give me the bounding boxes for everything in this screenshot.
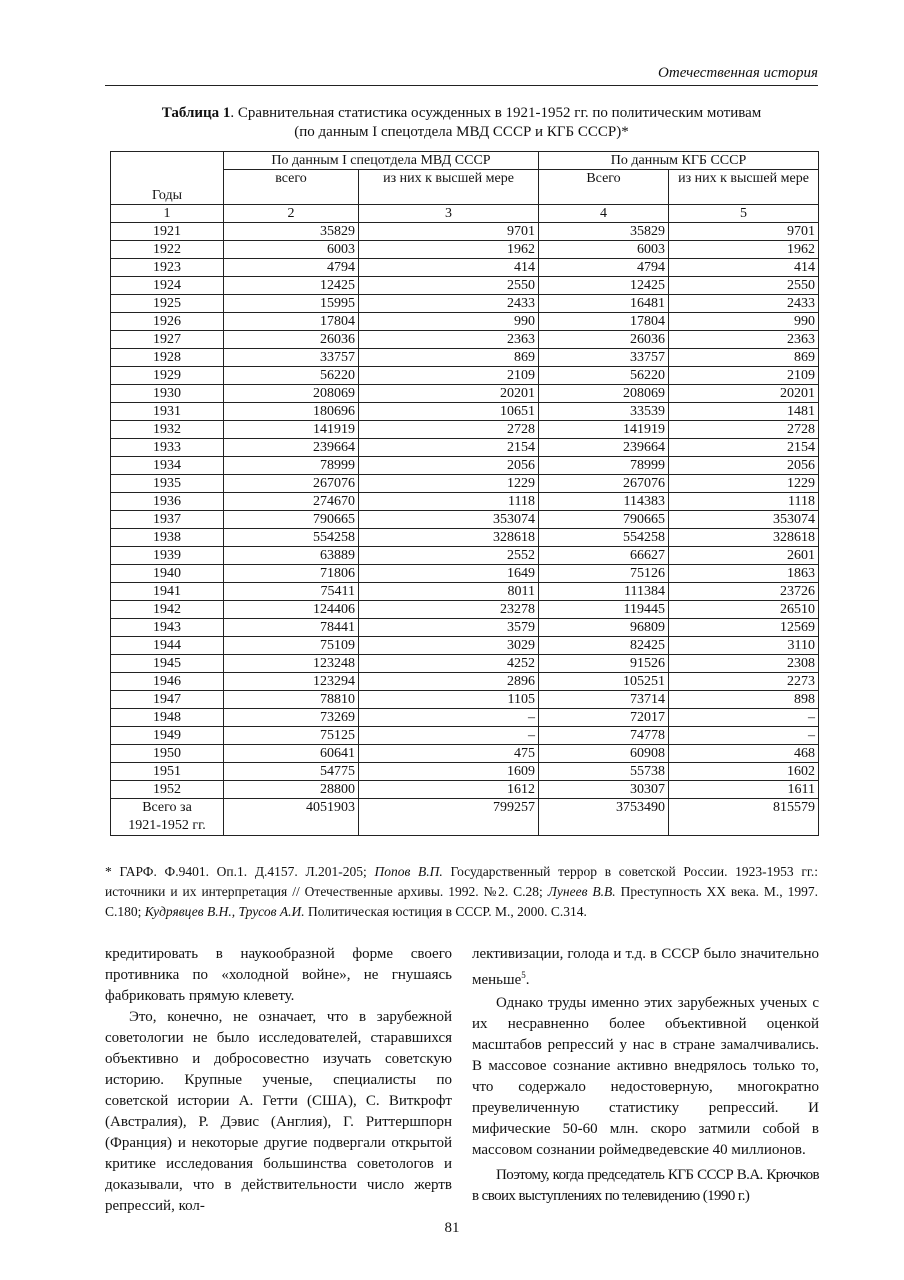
cell-kgb-all: 17804 [539,313,669,331]
cell-mvd-highest: 1105 [359,691,539,709]
cell-year: 1946 [111,673,224,691]
cell-mvd-all: 71806 [224,565,359,583]
cell-year: 1942 [111,601,224,619]
cell-year: 1937 [111,511,224,529]
cell-kgb-highest: 1229 [669,475,819,493]
cell-kgb-highest: 2601 [669,547,819,565]
cell-kgb-highest: 3110 [669,637,819,655]
cell-mvd-highest: 9701 [359,223,539,241]
cell-year: 1941 [111,583,224,601]
cell-mvd-all: 54775 [224,763,359,781]
cell-kgb-highest: 990 [669,313,819,331]
cell-mvd-all: 239664 [224,439,359,457]
cell-kgb-highest: 898 [669,691,819,709]
cell-year: 1936 [111,493,224,511]
footnote-text: Преступность XX века. М., 1997. С.180; [105,884,819,919]
cell-kgb-highest: 2109 [669,367,819,385]
table-row [111,727,819,745]
cell-year: 1924 [111,277,224,295]
running-header [105,60,818,86]
cell-mvd-highest: 475 [359,745,539,763]
page-number: 81 [444,1220,460,1236]
table-row [111,475,819,493]
footnote-author: Лунеев В.В. [547,884,616,899]
cell-year: 1951 [111,763,224,781]
cell-mvd-highest: 1649 [359,565,539,583]
total-mvd-all: 4051903 [224,799,359,836]
cell-kgb-all: 30307 [539,781,669,799]
cell-mvd-all: 78810 [224,691,359,709]
statistics-table [110,151,819,836]
cell-mvd-highest: 2896 [359,673,539,691]
cell-kgb-all: 111384 [539,583,669,601]
body-column-right [472,944,819,1207]
table-row [111,367,819,385]
cell-kgb-highest: 1962 [669,241,819,259]
footnote-reference: 5 [521,970,526,980]
cell-year: 1943 [111,619,224,637]
column-number: 5 [669,205,819,223]
cell-mvd-all: 56220 [224,367,359,385]
cell-kgb-all: 73714 [539,691,669,709]
table-row [111,601,819,619]
cell-mvd-highest: 2056 [359,457,539,475]
cell-kgb-highest: 414 [669,259,819,277]
table-row [111,655,819,673]
cell-mvd-highest: 869 [359,349,539,367]
cell-year: 1928 [111,349,224,367]
cell-mvd-all: 208069 [224,385,359,403]
table-row [111,709,819,727]
cell-kgb-highest: 869 [669,349,819,367]
cell-mvd-highest: 4252 [359,655,539,673]
cell-mvd-all: 4794 [224,259,359,277]
cell-kgb-highest: 12569 [669,619,819,637]
table-row [111,457,819,475]
cell-mvd-all: 12425 [224,277,359,295]
header-years: Годы [111,152,224,205]
cell-kgb-all: 82425 [539,637,669,655]
cell-mvd-all: 124406 [224,601,359,619]
cell-year: 1948 [111,709,224,727]
cell-mvd-highest: – [359,709,539,727]
cell-year: 1950 [111,745,224,763]
column-number: 1 [111,205,224,223]
cell-kgb-all: 26036 [539,331,669,349]
cell-year: 1947 [111,691,224,709]
cell-kgb-highest: 2273 [669,673,819,691]
cell-mvd-all: 28800 [224,781,359,799]
cell-kgb-all: 72017 [539,709,669,727]
body-paragraph: кредитировать в наукообразной форме своего противника по «холодной войне», не гнушаясь фабриковать прямую клевету. [105,946,452,1004]
table-row [111,349,819,367]
cell-kgb-all: 4794 [539,259,669,277]
table-row [111,493,819,511]
table-row [111,745,819,763]
cell-mvd-all: 15995 [224,295,359,313]
cell-mvd-all: 141919 [224,421,359,439]
cell-mvd-all: 180696 [224,403,359,421]
table-row [111,421,819,439]
cell-year: 1938 [111,529,224,547]
cell-kgb-all: 267076 [539,475,669,493]
cell-mvd-highest: 990 [359,313,539,331]
cell-year: 1949 [111,727,224,745]
cell-year: 1952 [111,781,224,799]
cell-mvd-highest: 2363 [359,331,539,349]
body-paragraph [472,944,819,991]
cell-year: 1932 [111,421,224,439]
table-row [111,619,819,637]
table-row [111,511,819,529]
cell-mvd-all: 75411 [224,583,359,601]
cell-kgb-all: 790665 [539,511,669,529]
cell-year: 1939 [111,547,224,565]
cell-kgb-all: 60908 [539,745,669,763]
body-paragraph: Это, конечно, не означает, что в зарубежной советологии не было исследователей, старавшихся объективно и добросовестно изучать советскую историю. Крупные ученые, специалисты по советской истории А. Гетти (США), С. Виткрофт (Австралия), Р. Дэвис (Англия), Г. Риттершпорн (Франция) и некоторые другие подвергали открытой критике исследования большинства советологов и доказывали, что в действительности число жертв репрессий, кол- [105,1009,452,1214]
cell-kgb-all: 66627 [539,547,669,565]
column-number: 2 [224,205,359,223]
body-text: лективизации, голода и т.д. в СССР было значительно меньше [472,946,819,988]
cell-year: 1944 [111,637,224,655]
cell-kgb-highest: 468 [669,745,819,763]
cell-mvd-all: 75109 [224,637,359,655]
table-row [111,331,819,349]
cell-kgb-all: 78999 [539,457,669,475]
cell-mvd-highest: 414 [359,259,539,277]
cell-year: 1945 [111,655,224,673]
cell-kgb-all: 239664 [539,439,669,457]
body-paragraph: Поэтому, когда председатель КГБ СССР В.А. Крючков в своих выступлениях по телевидению (1990 г.) [472,1167,819,1204]
cell-kgb-all: 91526 [539,655,669,673]
table-row [111,529,819,547]
cell-mvd-highest: 1229 [359,475,539,493]
table-row [111,259,819,277]
cell-kgb-highest: 9701 [669,223,819,241]
caption-label: Таблица 1 [161,105,231,121]
body-text: . [525,972,530,988]
cell-kgb-all: 16481 [539,295,669,313]
cell-year: 1925 [111,295,224,313]
table-row [111,691,819,709]
cell-mvd-highest: 2550 [359,277,539,295]
cell-mvd-all: 17804 [224,313,359,331]
cell-kgb-highest: – [669,727,819,745]
table-row [111,277,819,295]
cell-mvd-all: 73269 [224,709,359,727]
cell-kgb-all: 74778 [539,727,669,745]
cell-mvd-highest: 2552 [359,547,539,565]
cell-mvd-all: 267076 [224,475,359,493]
cell-mvd-all: 6003 [224,241,359,259]
table-body [111,223,819,799]
header-mvd-highest: из них к высшей мере [359,170,539,205]
cell-mvd-highest: 8011 [359,583,539,601]
cell-year: 1921 [111,223,224,241]
journal-title: Отечественная история [658,65,818,81]
cell-year: 1931 [111,403,224,421]
column-number: 4 [539,205,669,223]
cell-kgb-highest: 1481 [669,403,819,421]
cell-kgb-highest: 1118 [669,493,819,511]
table-row [111,673,819,691]
table-row [111,385,819,403]
cell-mvd-all: 790665 [224,511,359,529]
header-kgb-highest: из них к высшей мере [669,170,819,205]
cell-kgb-all: 141919 [539,421,669,439]
cell-year: 1929 [111,367,224,385]
cell-kgb-highest: 26510 [669,601,819,619]
total-kgb-all: 3753490 [539,799,669,836]
cell-mvd-highest: 3029 [359,637,539,655]
cell-kgb-all: 56220 [539,367,669,385]
cell-kgb-all: 33757 [539,349,669,367]
cell-kgb-highest: 353074 [669,511,819,529]
cell-mvd-all: 78441 [224,619,359,637]
cell-mvd-highest: 23278 [359,601,539,619]
cell-mvd-highest: 2728 [359,421,539,439]
cell-kgb-all: 55738 [539,763,669,781]
cell-mvd-all: 63889 [224,547,359,565]
table-row [111,241,819,259]
table-row [111,403,819,421]
cell-kgb-all: 554258 [539,529,669,547]
table-row [111,781,819,799]
cell-kgb-all: 119445 [539,601,669,619]
total-label-line: Всего за [142,800,192,815]
cell-year: 1922 [111,241,224,259]
header-group-mvd: По данным I спецотдела МВД СССР [224,152,539,170]
table-row [111,637,819,655]
cell-mvd-highest: 2154 [359,439,539,457]
cell-mvd-highest: 3579 [359,619,539,637]
footnote-author: Попов В.П. [374,864,443,879]
footnote-author: Кудрявцев В.Н., Трусов А.И. [144,904,305,919]
footnote-text: * ГАРФ. Ф.9401. Оп.1. Д.4157. Л.201-205; [105,864,375,879]
cell-kgb-highest: 2728 [669,421,819,439]
cell-year: 1934 [111,457,224,475]
cell-kgb-highest: 2154 [669,439,819,457]
cell-year: 1926 [111,313,224,331]
header-mvd-total: всего [224,170,359,205]
cell-year: 1927 [111,331,224,349]
cell-kgb-all: 33539 [539,403,669,421]
cell-mvd-highest: 328618 [359,529,539,547]
caption-line-2: (по данным I спецотдела МВД СССР и КГБ СССР)* [294,124,629,140]
table-row [111,763,819,781]
body-column-left [105,944,452,1217]
cell-kgb-all: 105251 [539,673,669,691]
cell-mvd-all: 35829 [224,223,359,241]
cell-kgb-all: 208069 [539,385,669,403]
header-kgb-total: Всего [539,170,669,205]
table-row [111,583,819,601]
column-number-row [111,205,819,223]
cell-year: 1933 [111,439,224,457]
cell-kgb-all: 35829 [539,223,669,241]
cell-mvd-all: 75125 [224,727,359,745]
cell-kgb-all: 114383 [539,493,669,511]
cell-mvd-highest: – [359,727,539,745]
cell-mvd-highest: 1609 [359,763,539,781]
total-row [111,799,819,836]
table-row [111,295,819,313]
cell-mvd-all: 33757 [224,349,359,367]
cell-kgb-highest: 20201 [669,385,819,403]
cell-kgb-highest: 2433 [669,295,819,313]
cell-mvd-highest: 353074 [359,511,539,529]
cell-kgb-all: 12425 [539,277,669,295]
cell-kgb-highest: 2056 [669,457,819,475]
cell-kgb-highest: 23726 [669,583,819,601]
table-row [111,565,819,583]
cell-kgb-all: 75126 [539,565,669,583]
table-row [111,223,819,241]
cell-mvd-highest: 20201 [359,385,539,403]
cell-year: 1930 [111,385,224,403]
header-group-kgb: По данным КГБ СССР [539,152,819,170]
cell-kgb-highest: – [669,709,819,727]
cell-kgb-highest: 2363 [669,331,819,349]
cell-mvd-all: 274670 [224,493,359,511]
cell-kgb-highest: 2308 [669,655,819,673]
cell-mvd-all: 26036 [224,331,359,349]
cell-mvd-all: 123294 [224,673,359,691]
footnote-text: Политическая юстиция в СССР. М., 2000. С.314. [304,904,587,919]
cell-kgb-highest: 1611 [669,781,819,799]
table-footnote [105,862,818,922]
cell-kgb-highest: 1602 [669,763,819,781]
cell-mvd-highest: 1118 [359,493,539,511]
cell-mvd-all: 123248 [224,655,359,673]
table-row [111,313,819,331]
cell-mvd-highest: 1612 [359,781,539,799]
cell-kgb-highest: 1863 [669,565,819,583]
cell-kgb-all: 96809 [539,619,669,637]
total-label [111,799,224,836]
footnote-text: Государственный террор в советской России. 1923-1953 гг.: источники и их интерпретация // Отечественные архивы. 1992. №2. С.28; [105,864,819,899]
cell-mvd-all: 78999 [224,457,359,475]
cell-kgb-all: 6003 [539,241,669,259]
table-row [111,547,819,565]
caption-line-1 [105,104,818,123]
cell-mvd-highest: 1962 [359,241,539,259]
cell-mvd-highest: 2109 [359,367,539,385]
cell-year: 1923 [111,259,224,277]
cell-mvd-highest: 2433 [359,295,539,313]
cell-kgb-highest: 328618 [669,529,819,547]
cell-mvd-all: 554258 [224,529,359,547]
total-mvd-highest: 799257 [359,799,539,836]
cell-year: 1935 [111,475,224,493]
cell-mvd-highest: 10651 [359,403,539,421]
table-row [111,439,819,457]
column-number: 3 [359,205,539,223]
total-label-line: 1921-1952 гг. [128,818,206,833]
body-paragraph: Однако труды именно этих зарубежных ученых с их несравненно более объективной оценкой масштабов репрессий у нас в стране замалчивались. В массовое сознание активно внедрялось только то, что содержало недостоверную, многократно преувеличенную статистику репрессий. И мифические 50-60 млн. скоро затмили собой в массовом сознании роймедведевские 40 миллионов. [472,995,819,1158]
table-caption [105,104,818,142]
cell-mvd-all: 60641 [224,745,359,763]
caption-text: . Сравнительная статистика осужденных в 1921-1952 гг. по политическим мотивам [230,105,762,121]
total-kgb-highest: 815579 [669,799,819,836]
cell-year: 1940 [111,565,224,583]
cell-kgb-highest: 2550 [669,277,819,295]
